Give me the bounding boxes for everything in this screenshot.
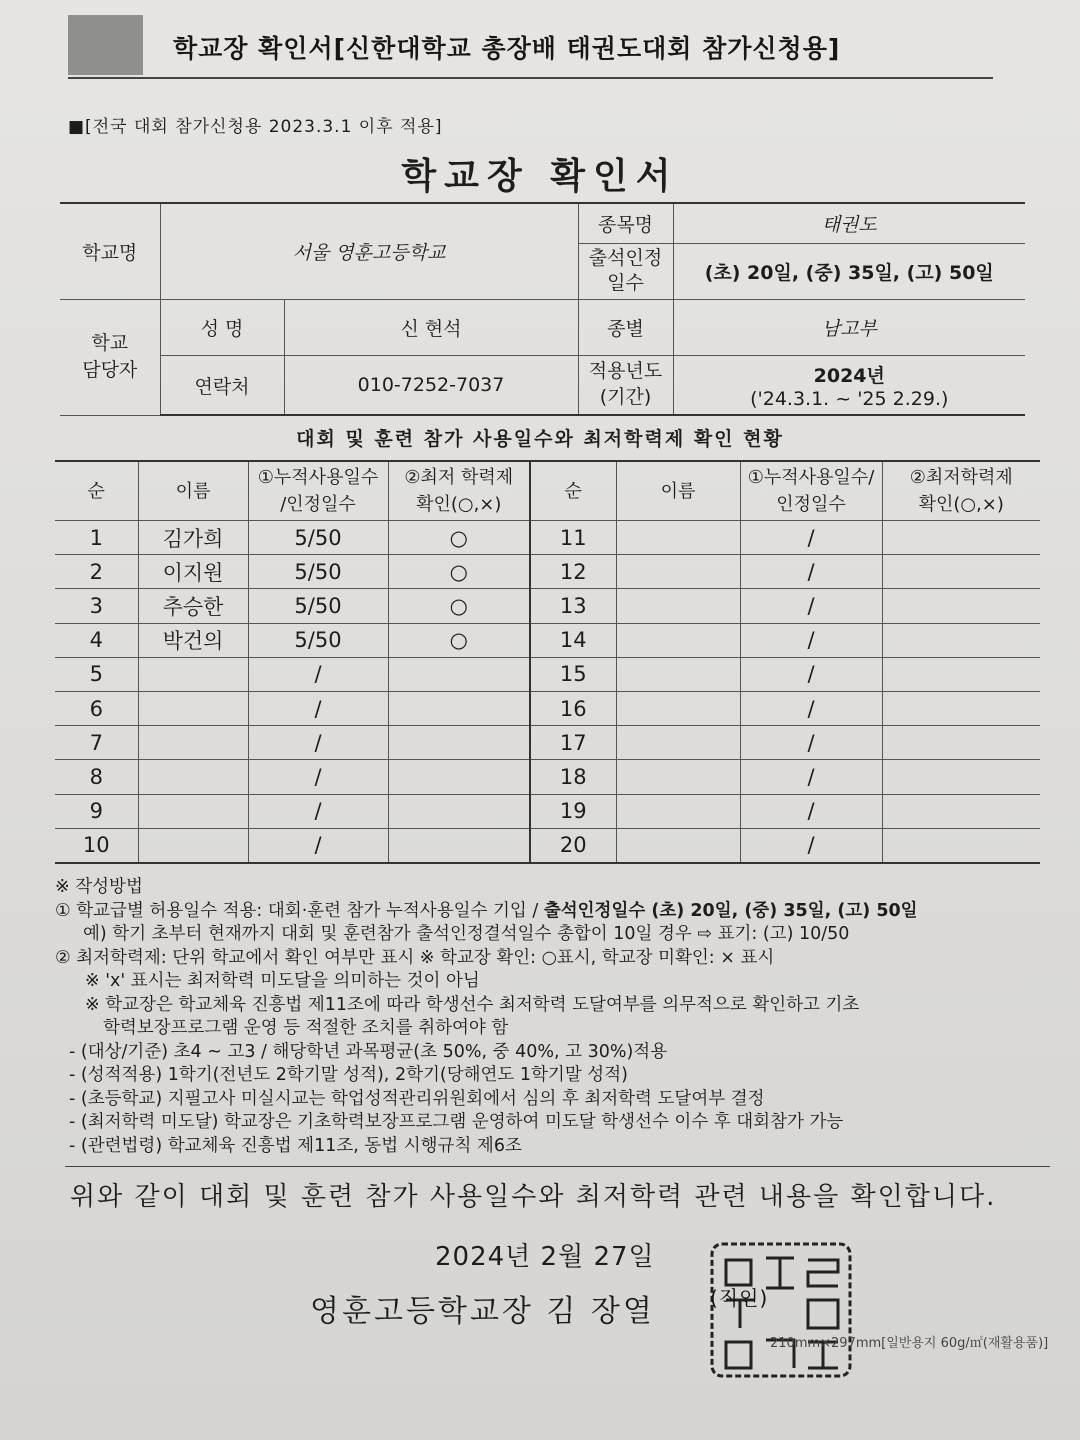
row-check-right	[882, 794, 1040, 828]
period-value: ('24.3.1. ~ '25 2.29.)	[750, 387, 949, 410]
school-name-label: 학교명	[60, 203, 160, 299]
table-row	[55, 691, 1040, 725]
row-name-right	[616, 657, 740, 691]
row-no: 7	[55, 726, 138, 760]
note-2-a: ※ 'x' 표시는 최저학력 미도달을 의미하는 것이 아님	[85, 971, 480, 991]
row-name-right	[616, 760, 740, 794]
contact-value: 010-7252-7037	[284, 355, 578, 415]
row-days-right: /	[740, 726, 882, 760]
row-name	[138, 794, 248, 828]
row-name-right	[616, 794, 740, 828]
col-days: ①누적사용일수 /인정일수	[248, 461, 388, 521]
row-name-right	[616, 521, 740, 555]
note-1-text: ① 학교급별 허용일수 적용: 대회·훈련 참가 누적사용일수 기입 /	[55, 900, 544, 921]
row-name-right	[616, 726, 740, 760]
row-days-right: /	[740, 794, 882, 828]
header-title: 학교장 확인서[신한대학교 총장배 태권도대회 참가신청용]	[173, 34, 841, 63]
row-name-right	[616, 828, 740, 863]
row-name: 김가희	[138, 521, 248, 555]
row-check: ○	[388, 521, 530, 555]
row-name: 박건의	[138, 623, 248, 657]
row-no-right: 14	[530, 623, 616, 657]
confirm-statement: 위와 같이 대회 및 훈련 참가 사용일수와 최저학력 관련 내용을 확인합니다.	[70, 1182, 997, 1212]
row-check	[388, 760, 530, 794]
row-check	[388, 691, 530, 725]
table-row	[55, 555, 1040, 589]
header-gray-block	[68, 15, 143, 75]
col-name-right: 이름	[616, 461, 740, 521]
detail-4: - (최저학력 미도달) 학교장은 기초학력보장프로그램 운영하여 미도달 학생선수 이수 후 대회참가 가능	[69, 1112, 844, 1132]
col-name: 이름	[138, 461, 248, 521]
row-name-right	[616, 691, 740, 725]
name-value: 신 현석	[284, 299, 578, 355]
row-check: ○	[388, 555, 530, 589]
row-days-right: /	[740, 657, 882, 691]
row-name	[138, 691, 248, 725]
row-no-right: 13	[530, 589, 616, 623]
col-no: 순	[55, 461, 138, 521]
row-check-right	[882, 657, 1040, 691]
row-check-right	[882, 691, 1040, 725]
row-name	[138, 657, 248, 691]
document-title: 학교장 확인서	[401, 156, 679, 197]
row-days-right: /	[740, 691, 882, 725]
issue-date: 2024년 2월 27일	[435, 1242, 655, 1272]
row-name: 이지원	[138, 555, 248, 589]
row-no: 8	[55, 760, 138, 794]
year-label: 적용년도 (기간)	[578, 355, 673, 415]
note-1	[55, 900, 1045, 924]
row-no-right: 19	[530, 794, 616, 828]
row-no: 9	[55, 794, 138, 828]
table-row	[55, 794, 1040, 828]
row-days: /	[248, 691, 388, 725]
row-name-right	[616, 555, 740, 589]
row-no: 5	[55, 657, 138, 691]
row-days-right: /	[740, 589, 882, 623]
col-days-right: ①누적사용일수/ 인정일수	[740, 461, 882, 521]
row-name: 추승한	[138, 589, 248, 623]
row-check-right	[882, 828, 1040, 863]
row-name	[138, 760, 248, 794]
table-row	[55, 726, 1040, 760]
principal-signature: 영훈고등학교장 김 장열	[310, 1294, 655, 1329]
contact-label: 연락처	[160, 355, 284, 415]
row-name-right	[616, 623, 740, 657]
row-check	[388, 828, 530, 863]
detail-1: - (대상/기준) 초4 ~ 고3 / 해당학년 과목평균(초 50%, 중 40%, 고 30%)적용	[69, 1041, 668, 1062]
category-label: 종별	[578, 299, 673, 355]
attendance-label: 출석인정 일수	[578, 243, 673, 299]
table-row	[55, 657, 1040, 691]
row-name-right	[616, 589, 740, 623]
note-2-b: ※ 학교장은 학교체육 진흥법 제11조에 따라 학생선수 최저학력 도달여부를 의무적으로 확인하고 기초	[85, 994, 860, 1015]
row-no: 3	[55, 589, 138, 623]
col-check: ②최저 학력제 확인(○,×)	[388, 461, 530, 521]
row-no-right: 12	[530, 555, 616, 589]
event-value: 태권도	[673, 203, 1025, 243]
row-no: 6	[55, 691, 138, 725]
divider	[65, 1166, 1050, 1167]
row-no: 2	[55, 555, 138, 589]
attendance-value: (초) 20일, (중) 35일, (고) 50일	[673, 243, 1025, 299]
row-days-right: /	[740, 828, 882, 863]
row-days-right: /	[740, 623, 882, 657]
seal-label: (직인)	[710, 1286, 769, 1310]
attendance-table	[55, 460, 1040, 864]
row-days: 5/50	[248, 623, 388, 657]
row-days: /	[248, 657, 388, 691]
name-label: 성 명	[160, 299, 284, 355]
notice-line: ■[전국 대회 참가신청용 2023.3.1 이후 적용]	[68, 117, 443, 137]
row-no: 4	[55, 623, 138, 657]
info-table	[60, 202, 1025, 416]
section-title: 대회 및 훈련 참가 사용일수와 최저학력제 확인 현황	[296, 428, 784, 450]
table-row	[55, 623, 1040, 657]
event-label: 종목명	[578, 203, 673, 243]
row-days: /	[248, 760, 388, 794]
row-days-right: /	[740, 555, 882, 589]
row-check-right	[882, 521, 1040, 555]
row-no-right: 11	[530, 521, 616, 555]
row-days: 5/50	[248, 589, 388, 623]
row-check	[388, 657, 530, 691]
note-1-bold: 출석인정일수 (초) 20일, (중) 35일, (고) 50일	[543, 900, 918, 921]
row-check	[388, 726, 530, 760]
table-row	[55, 521, 1040, 555]
table-row	[55, 828, 1040, 863]
row-name	[138, 726, 248, 760]
instructions	[55, 876, 1045, 1158]
row-days-right: /	[740, 760, 882, 794]
detail-3: - (초등학교) 지필고사 미실시교는 학업성적관리위원회에서 심의 후 최저학력 도달여부 결정	[69, 1088, 765, 1109]
note-2: ② 최저학력제: 단위 학교에서 확인 여부만 표시 ※ 학교장 확인: ○표시, 학교장 미확인: × 표시	[55, 947, 775, 968]
row-no: 1	[55, 521, 138, 555]
note-1-example: 예) 학기 초부터 현재까지 대회 및 훈련참가 출석인정결석일수 총합이 10일 경우 ⇨ 표기: (고) 10/50	[83, 924, 850, 944]
row-days: /	[248, 794, 388, 828]
row-days: 5/50	[248, 555, 388, 589]
row-days: /	[248, 726, 388, 760]
row-check-right	[882, 589, 1040, 623]
note-2-b2: 학력보장프로그램 운영 등 적절한 조치를 취하여야 함	[103, 1018, 509, 1038]
row-check	[388, 794, 530, 828]
row-no-right: 18	[530, 760, 616, 794]
row-check-right	[882, 726, 1040, 760]
col-no-right: 순	[530, 461, 616, 521]
row-check-right	[882, 555, 1040, 589]
row-days: 5/50	[248, 521, 388, 555]
row-check: ○	[388, 589, 530, 623]
year-value: 2024년	[813, 364, 885, 387]
row-check-right	[882, 623, 1040, 657]
detail-2: - (성적적용) 1학기(전년도 2학기말 성적), 2학기(당해연도 1학기말 성적)	[69, 1065, 628, 1085]
notes-title: ※ 작성방법	[55, 877, 143, 897]
row-no-right: 15	[530, 657, 616, 691]
school-name-value: 서울 영훈고등학교	[160, 203, 578, 299]
table-row	[55, 589, 1040, 623]
row-no: 10	[55, 828, 138, 863]
col-check-right: ②최저학력제 확인(○,×)	[882, 461, 1040, 521]
row-check-right	[882, 760, 1040, 794]
row-days: /	[248, 828, 388, 863]
row-no-right: 20	[530, 828, 616, 863]
paper-spec: 210mm×297mm[일반용지 60g/㎡(재활용품)]	[770, 1336, 1049, 1351]
row-check: ○	[388, 623, 530, 657]
table-row	[55, 760, 1040, 794]
row-no-right: 16	[530, 691, 616, 725]
form-header	[68, 15, 993, 79]
manager-label: 학교 담당자	[60, 299, 160, 415]
detail-5: - (관련법령) 학교체육 진흥법 제11조, 동법 시행규칙 제6조	[69, 1135, 522, 1156]
year-cell	[673, 355, 1025, 415]
row-days-right: /	[740, 521, 882, 555]
category-value: 남고부	[673, 299, 1025, 355]
row-no-right: 17	[530, 726, 616, 760]
row-name	[138, 828, 248, 863]
